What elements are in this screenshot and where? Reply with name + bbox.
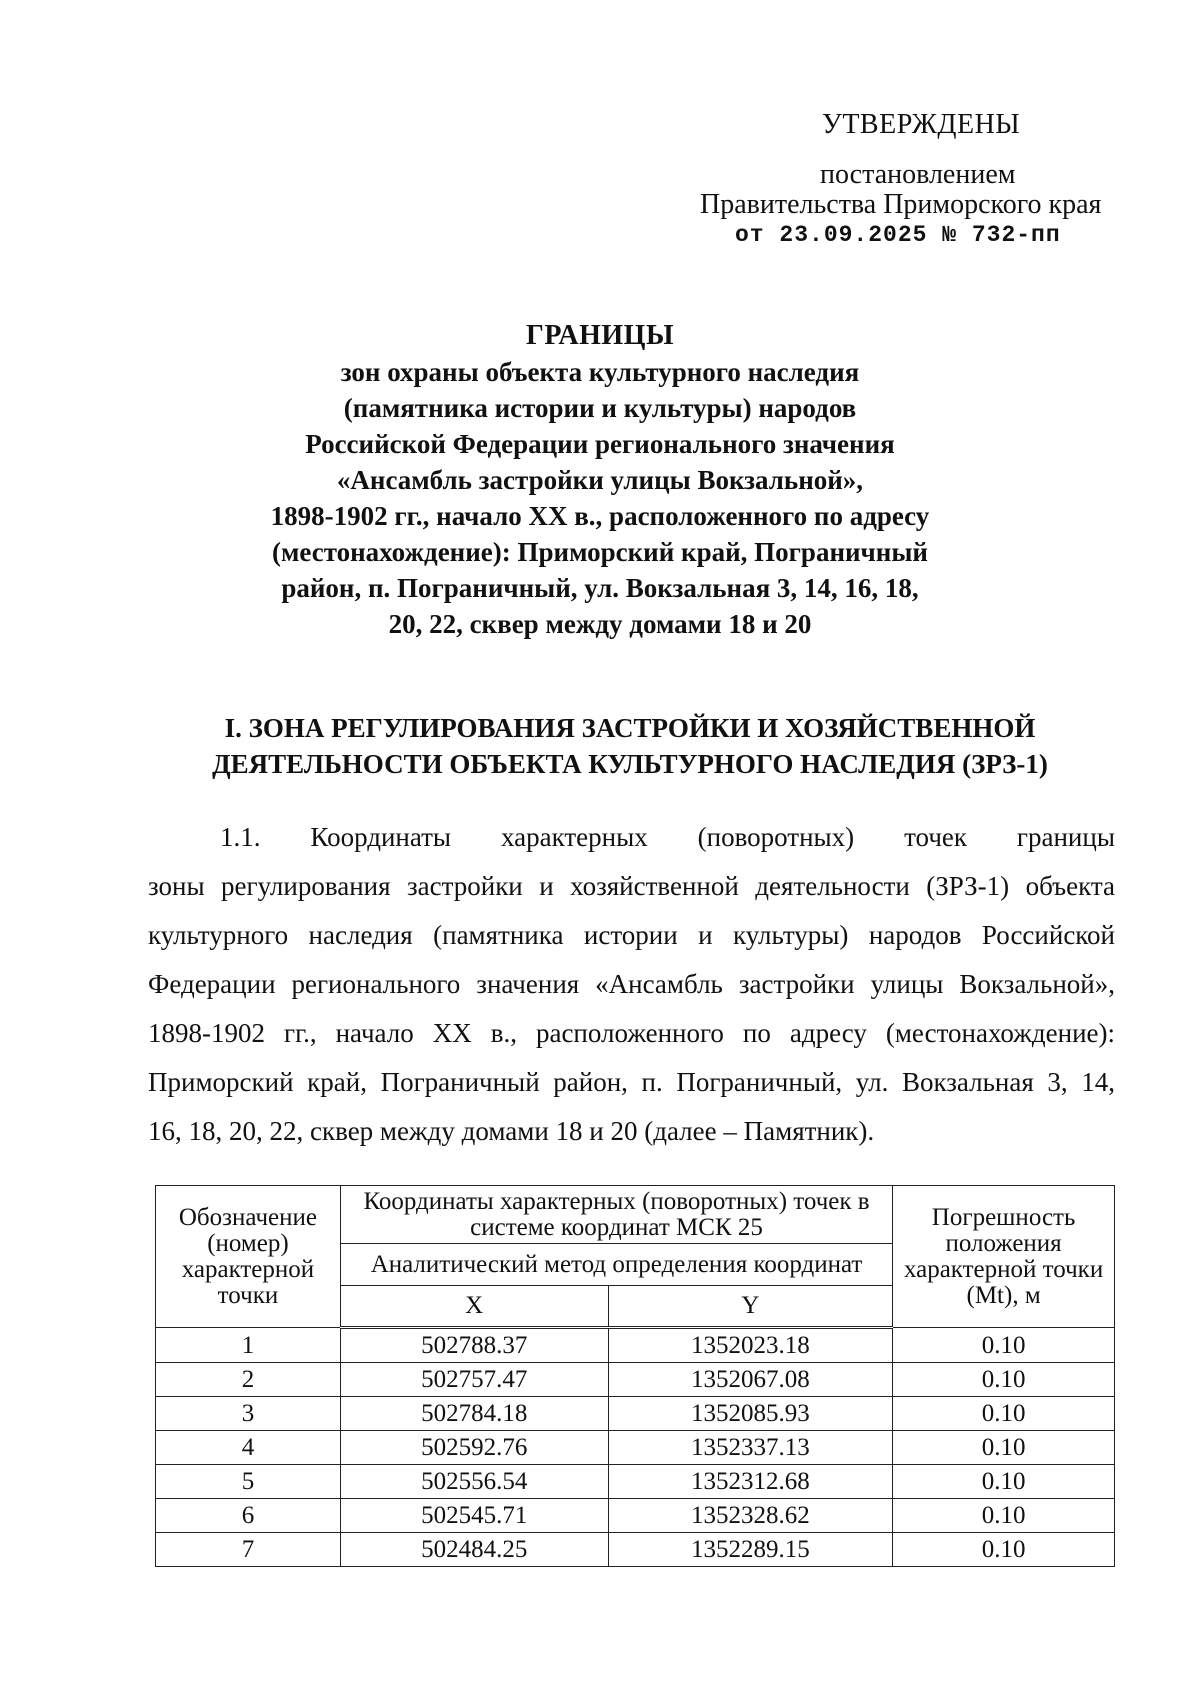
table-row (156, 1533, 1115, 1567)
header-y: Y (608, 1286, 893, 1328)
paragraph-word: характерных (500, 822, 648, 852)
paragraph-line: зоны регулирования застройки и хозяйственной деятельности (ЗРЗ-1) объекта (148, 871, 1115, 901)
paragraph-word: точек (904, 822, 968, 852)
cell-x: 502788.37 (340, 1328, 608, 1363)
approval-by: постановлением (820, 159, 1016, 190)
cell-error: 0.10 (893, 1363, 1115, 1397)
section-heading (140, 710, 1120, 782)
cell-x: 502556.54 (340, 1465, 608, 1499)
paragraph-line: культурного наследия (памятника истории и культуры) народов Российской (148, 920, 1115, 950)
cell-number: 7 (156, 1533, 341, 1567)
cell-error: 0.10 (893, 1328, 1115, 1363)
table-row (156, 1465, 1115, 1499)
header-x: X (340, 1286, 608, 1328)
cell-error: 0.10 (893, 1431, 1115, 1465)
approval-number: от 23.09.2025 № 732-пп (735, 222, 1061, 248)
coordinates-table (155, 1185, 1115, 1567)
cell-number: 6 (156, 1499, 341, 1533)
cell-number: 4 (156, 1431, 341, 1465)
cell-error: 0.10 (893, 1533, 1115, 1567)
paragraph-number: 1.1. (220, 822, 261, 852)
title-line: район, п. Пограничный, ул. Вокзальная 3, 14, 16, 18, (281, 573, 919, 603)
table-row (156, 1397, 1115, 1431)
cell-y: 1352289.15 (608, 1533, 893, 1567)
cell-number: 2 (156, 1363, 341, 1397)
paragraph-line: Приморский край, Пограничный район, п. Пограничный, ул. Вокзальная 3, 14, (148, 1067, 1115, 1097)
title-heading: ГРАНИЦЫ (526, 320, 674, 351)
cell-y: 1352067.08 (608, 1363, 893, 1397)
table-row (156, 1499, 1115, 1533)
section-line: I. ЗОНА РЕГУЛИРОВАНИЯ ЗАСТРОЙКИ И ХОЗЯЙСТВЕННОЙ (224, 713, 1036, 743)
cell-x: 502757.47 (340, 1363, 608, 1397)
paragraph-line: 1898-1902 гг., начало XX в., расположенного по адресу (местонахождение): (148, 1018, 1115, 1048)
cell-x: 502545.71 (340, 1499, 608, 1533)
title-line: Российской Федерации регионального значения (305, 429, 895, 459)
title-line: зон охраны объекта культурного наследия (340, 357, 860, 387)
table-row (156, 1363, 1115, 1397)
cell-error: 0.10 (893, 1397, 1115, 1431)
cell-number: 3 (156, 1397, 341, 1431)
cell-x: 502784.18 (340, 1397, 608, 1431)
table-row (156, 1328, 1115, 1363)
cell-error: 0.10 (893, 1465, 1115, 1499)
paragraph-line: Федерации регионального значения «Ансамбль застройки улицы Вокзальной», (148, 969, 1115, 999)
cell-number: 5 (156, 1465, 341, 1499)
paragraph-word: Координаты (310, 822, 452, 852)
cell-y: 1352328.62 (608, 1499, 893, 1533)
cell-y: 1352023.18 (608, 1328, 893, 1363)
approval-title: УТВЕРЖДЕНЫ (822, 109, 1021, 140)
title-line: (местонахождение): Приморский край, Пограничный (272, 537, 928, 567)
title-line: 1898-1902 гг., начало XX в., расположенного по адресу (270, 501, 930, 531)
document-title (200, 318, 1000, 642)
header-method: Аналитический метод определения координат (340, 1244, 892, 1286)
section-line: ДЕЯТЕЛЬНОСТИ ОБЪЕКТА КУЛЬТУРНОГО НАСЛЕДИЯ (ЗРЗ-1) (212, 749, 1048, 779)
cell-y: 1352312.68 (608, 1465, 893, 1499)
title-line: «Ансамбль застройки улицы Вокзальной», (336, 465, 864, 495)
cell-x: 502484.25 (340, 1533, 608, 1567)
paragraph-first-line (148, 813, 1115, 862)
paragraph-1-1 (148, 813, 1115, 1156)
table-row (156, 1431, 1115, 1465)
table-body (156, 1328, 1115, 1567)
cell-x: 502592.76 (340, 1431, 608, 1465)
title-line: 20, 22, сквер между домами 18 и 20 (388, 609, 812, 639)
cell-y: 1352085.93 (608, 1397, 893, 1431)
title-line: (памятника истории и культуры) народов (343, 393, 857, 423)
header-error: Погрешность положения характерной точки (Mt), м (893, 1186, 1115, 1328)
approval-government: Правительства Приморского края (700, 189, 1102, 220)
cell-error: 0.10 (893, 1499, 1115, 1533)
header-point: Обозначение (номер) характерной точки (156, 1186, 341, 1328)
cell-number: 1 (156, 1328, 341, 1363)
paragraph-word: границы (1016, 822, 1115, 852)
header-coords: Координаты характерных (поворотных) точек в системе координат МСК 25 (340, 1186, 892, 1244)
paragraph-word: (поворотных) (697, 822, 855, 852)
cell-y: 1352337.13 (608, 1431, 893, 1465)
paragraph-line: 16, 18, 20, 22, сквер между домами 18 и 20 (далее – Памятник). (148, 1116, 875, 1146)
